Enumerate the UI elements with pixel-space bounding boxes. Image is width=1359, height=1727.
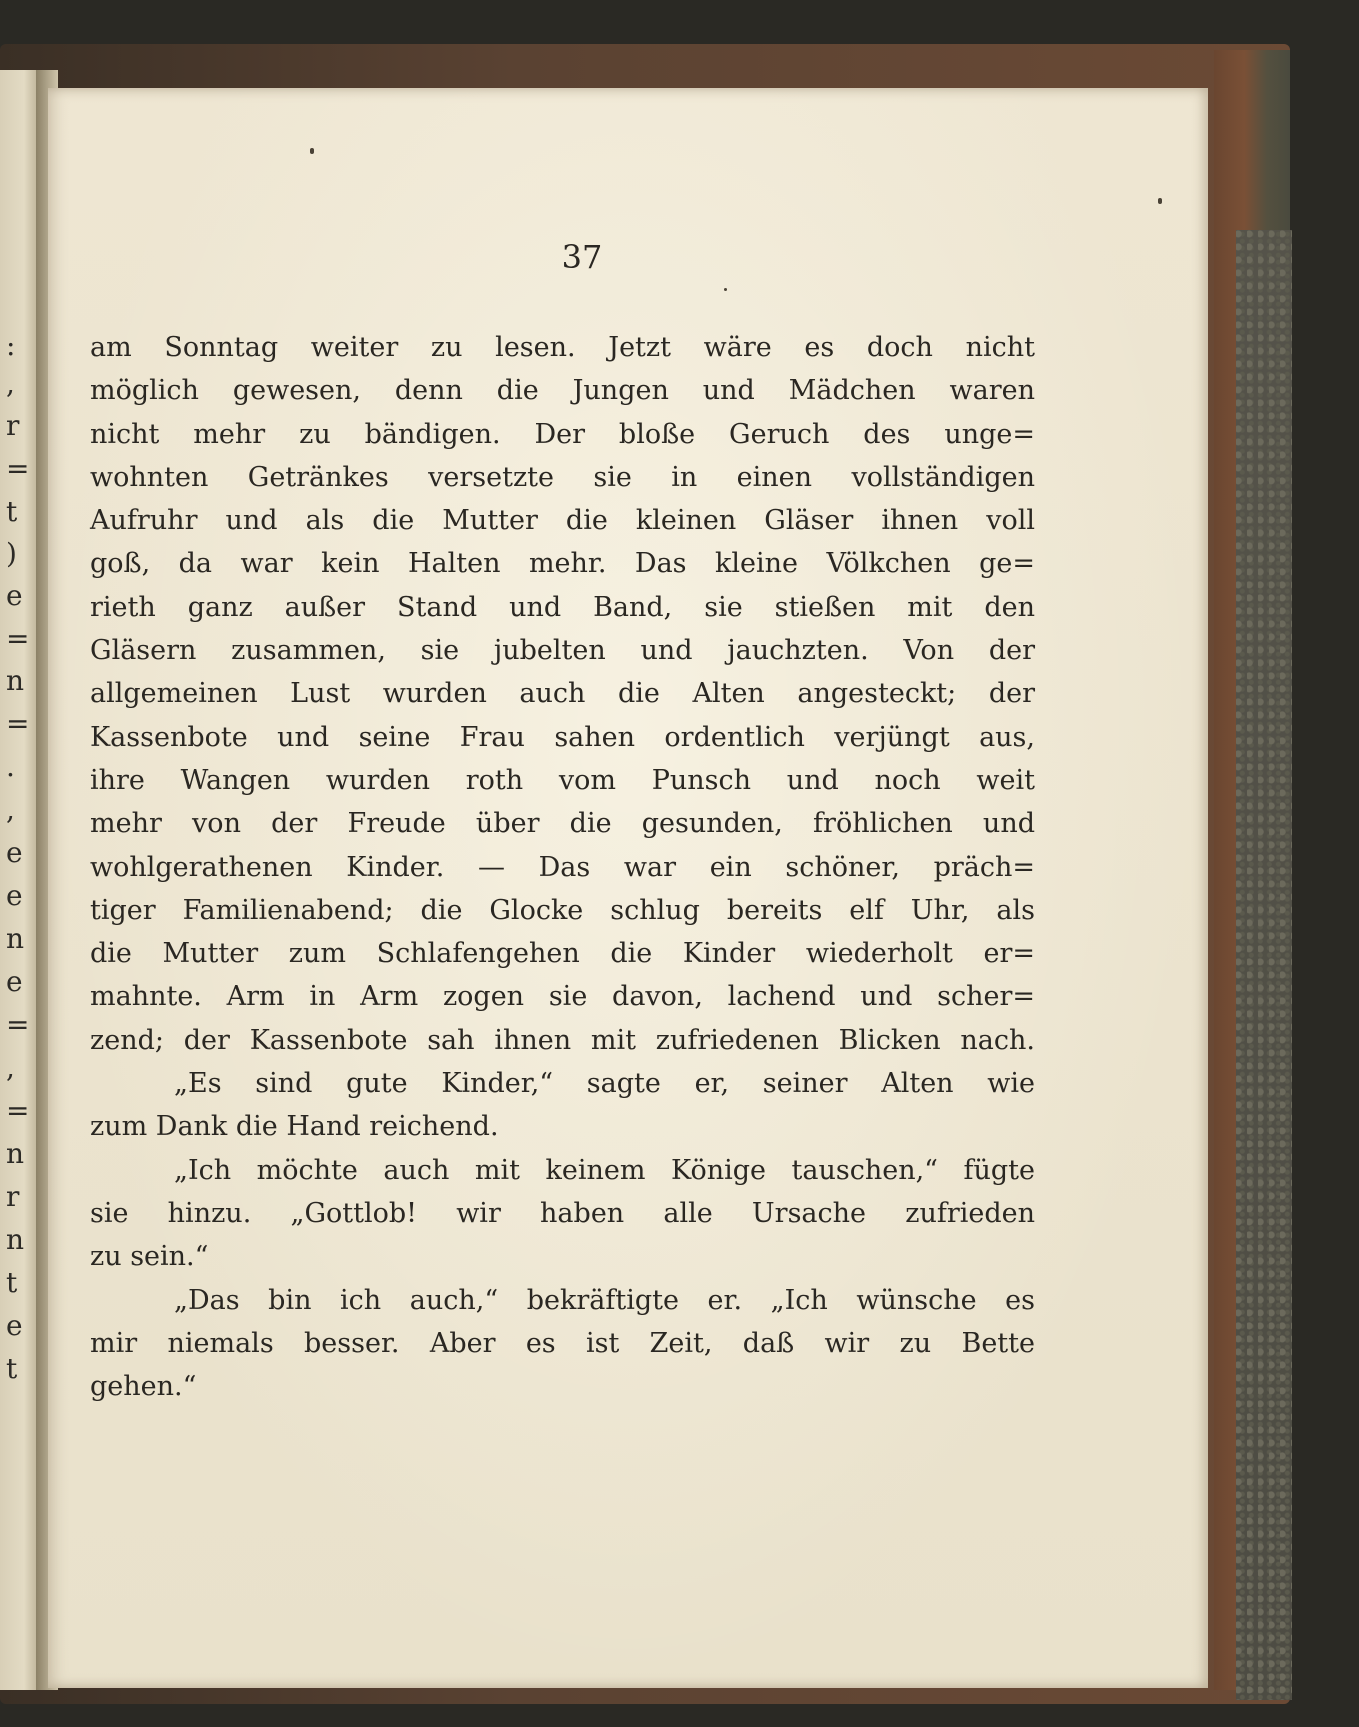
- left-page-fragment: t: [6, 1352, 18, 1385]
- left-page-fragment: ,: [6, 367, 15, 400]
- left-page-fragment: r: [6, 1180, 20, 1213]
- paper-speck: [724, 288, 727, 291]
- text-line: zend; der Kassenbote sah ihnen mit zufriedenen Blicken nach.: [90, 1024, 1035, 1056]
- left-page-fragment: e: [6, 579, 23, 612]
- left-page-fragment: n: [6, 922, 25, 955]
- text-line: möglich gewesen, denn die Jungen und Mädchen waren: [90, 375, 1035, 407]
- page-number: 37: [561, 238, 603, 276]
- text-line: Aufruhr und als die Mutter die kleinen Gläser ihnen voll: [90, 505, 1035, 537]
- left-page-fragment: .: [6, 750, 15, 783]
- text-line: goß, da war kein Halten mehr. Das kleine Völkchen ge=: [90, 548, 1035, 580]
- left-page-fragment: =: [6, 452, 30, 485]
- left-page-fragment: n: [6, 1223, 25, 1256]
- text-line: Gläsern zusammen, sie jubelten und jauchzten. Von der: [90, 635, 1035, 667]
- paper-speck: [310, 148, 314, 154]
- left-page-fragment: e: [6, 965, 23, 998]
- text-line: gehen.“: [90, 1371, 197, 1403]
- left-page-fragment: =: [6, 707, 30, 740]
- text-line: „Es sind gute Kinder,“ sagte er, seiner Alten wie: [174, 1068, 1035, 1100]
- marbled-board: [1236, 230, 1292, 1700]
- text-line: zu sein.“: [90, 1241, 209, 1273]
- book-page: [48, 88, 1208, 1688]
- text-line: Kassenbote und seine Frau sahen ordentlich verjüngt aus,: [90, 721, 1035, 753]
- text-line: allgemeinen Lust wurden auch die Alten angesteckt; der: [90, 678, 1035, 710]
- left-page-fragment: =: [6, 1008, 30, 1041]
- left-page-fragment: t: [6, 495, 18, 528]
- text-line: zum Dank die Hand reichend.: [90, 1111, 499, 1143]
- left-page-fragment: =: [6, 1094, 30, 1127]
- left-page-fragment: n: [6, 1137, 25, 1170]
- paper-speck: [1158, 198, 1162, 204]
- left-page-fragment: ,: [6, 1051, 15, 1084]
- text-line: mir niemals besser. Aber es ist Zeit, daß wir zu Bette: [90, 1327, 1035, 1359]
- left-page-fragment: e: [6, 1309, 23, 1342]
- left-page-fragment: e: [6, 879, 23, 912]
- left-page-fragment: ): [6, 537, 17, 570]
- text-line: rieth ganz außer Stand und Band, sie stießen mit den: [90, 591, 1035, 623]
- left-page-fragment: r: [6, 409, 20, 442]
- text-line: „Ich möchte auch mit keinem Könige tauschen,“ fügte: [174, 1154, 1035, 1186]
- left-facing-page: [0, 70, 40, 1690]
- text-line: sie hinzu. „Gottlob! wir haben alle Ursache zufrieden: [90, 1197, 1035, 1229]
- body-text: [90, 326, 1035, 1408]
- text-line: ihre Wangen wurden roth vom Punsch und noch weit: [90, 764, 1035, 796]
- left-page-fragment: t: [6, 1266, 18, 1299]
- text-line: wohnten Getränkes versetzte sie in einen vollständigen: [90, 461, 1035, 493]
- text-line: „Das bin ich auch,“ bekräftigte er. „Ich wünsche es: [174, 1284, 1035, 1316]
- text-line: wohlgerathenen Kinder. — Das war ein schöner, präch=: [90, 851, 1035, 883]
- left-page-fragment: =: [6, 622, 30, 655]
- left-page-fragment: ,: [6, 793, 15, 826]
- text-line: mahnte. Arm in Arm zogen sie davon, lachend und scher=: [90, 981, 1035, 1013]
- left-page-fragment: e: [6, 836, 23, 869]
- text-line: die Mutter zum Schlafengehen die Kinder wiederholt er=: [90, 938, 1035, 970]
- text-line: nicht mehr zu bändigen. Der bloße Geruch des unge=: [90, 418, 1035, 450]
- text-line: tiger Familienabend; die Glocke schlug bereits elf Uhr, als: [90, 894, 1035, 926]
- left-page-fragment: n: [6, 664, 25, 697]
- left-page-fragment: :: [6, 329, 16, 362]
- text-line: am Sonntag weiter zu lesen. Jetzt wäre es doch nicht: [90, 332, 1035, 363]
- text-line: mehr von der Freude über die gesunden, fröhlichen und: [90, 808, 1035, 840]
